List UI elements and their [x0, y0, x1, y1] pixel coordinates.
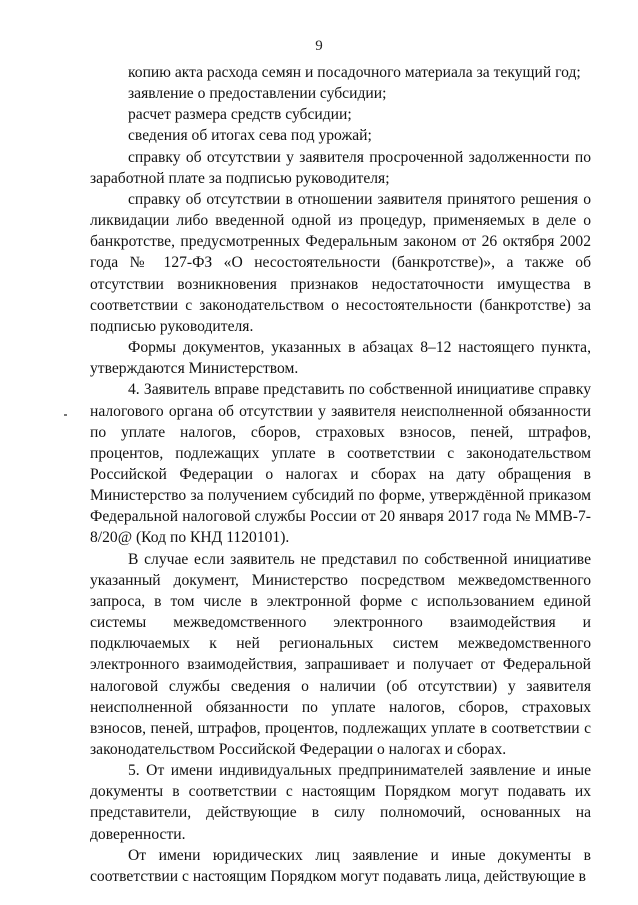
- document-body: [90, 62, 591, 887]
- paragraph-subsidy-application: заявление о предоставлении субсидии;: [128, 85, 387, 103]
- page-number: 9: [315, 38, 323, 54]
- paragraph-seed-act: копию акта расхода семян и посадочного материала за текущий год;: [128, 64, 581, 81]
- paragraph-item-4: 4. Заявитель вправе представить по собственной инициативе справку налогового органа об отсутствии у заявителя неисполненной обязанности по уплате налогов, сборов, страховых взносов, пеней, штрафов, процентов, подлежащих уплате в соответствии с законодательством Российской Федерации о налогах и сборах на дату обращения в Министерство за получением субсидий по форме, утверждённой приказом Федеральной налоговой службы России от 20 января 2017 года № ММВ-7-8/20@ (Код по КНД 1120101).: [90, 381, 591, 547]
- paragraph-item-5: 5. От имени индивидуальных предпринимателей заявление и иные документы в соответствии с настоящим Порядком могут подавать их представители, действующие в силу полномочий, основанных на доверенности.: [90, 762, 591, 843]
- paragraph-interagency-request: В случае если заявитель не представил по собственной инициативе указанный документ, Министерство посредством межведомственного запроса, в том числе в электронной форме с использованием единой системы межведомственного электронного взаимодействия и подключаемых к ней региональных систем межведомственного электронного взаимодействия, запрашивает и получает от Федеральной налоговой службы сведения о наличии (об отсутствии) у заявителя неисполненной обязанности по уплате налогов, сборов, страховых взносов, пеней, штрафов, процентов, подлежащих уплате в соответствии с законодательством Российской Федерации о налогах и сборах.: [90, 550, 591, 758]
- paragraph-bankruptcy-certificate: справку об отсутствии в отношении заявителя принятого решения о ликвидации либо введенной одной из процедур, применяемых в деле о банкротстве, предусмотренных Федеральным законом от 26 октября 2002 года № 127-ФЗ «О несостоятельности (банкротстве)», а также об отсутствии возникновения признаков недостаточности имущества в соответствии с законодательством о несостоятельности (банкротстве) за подписью руководителя.: [90, 190, 591, 335]
- paragraph-sowing-results: сведения об итогах сева под урожай;: [128, 127, 372, 145]
- scan-mark: [64, 414, 67, 416]
- paragraph-document-forms: Формы документов, указанных в абзацах 8–12 настоящего пункта, утверждаются Министерством.: [90, 339, 591, 378]
- paragraph-wage-debt-certificate: справку об отсутствии у заявителя просроченной задолженности по заработной плате за подписью руководителя;: [90, 148, 591, 187]
- paragraph-subsidy-calculation: расчет размера средств субсидии;: [128, 106, 352, 124]
- paragraph-legal-entities: От имени юридических лиц заявление и иные документы в соответствии с настоящим Порядком могут подавать лица, действующие в: [90, 846, 591, 885]
